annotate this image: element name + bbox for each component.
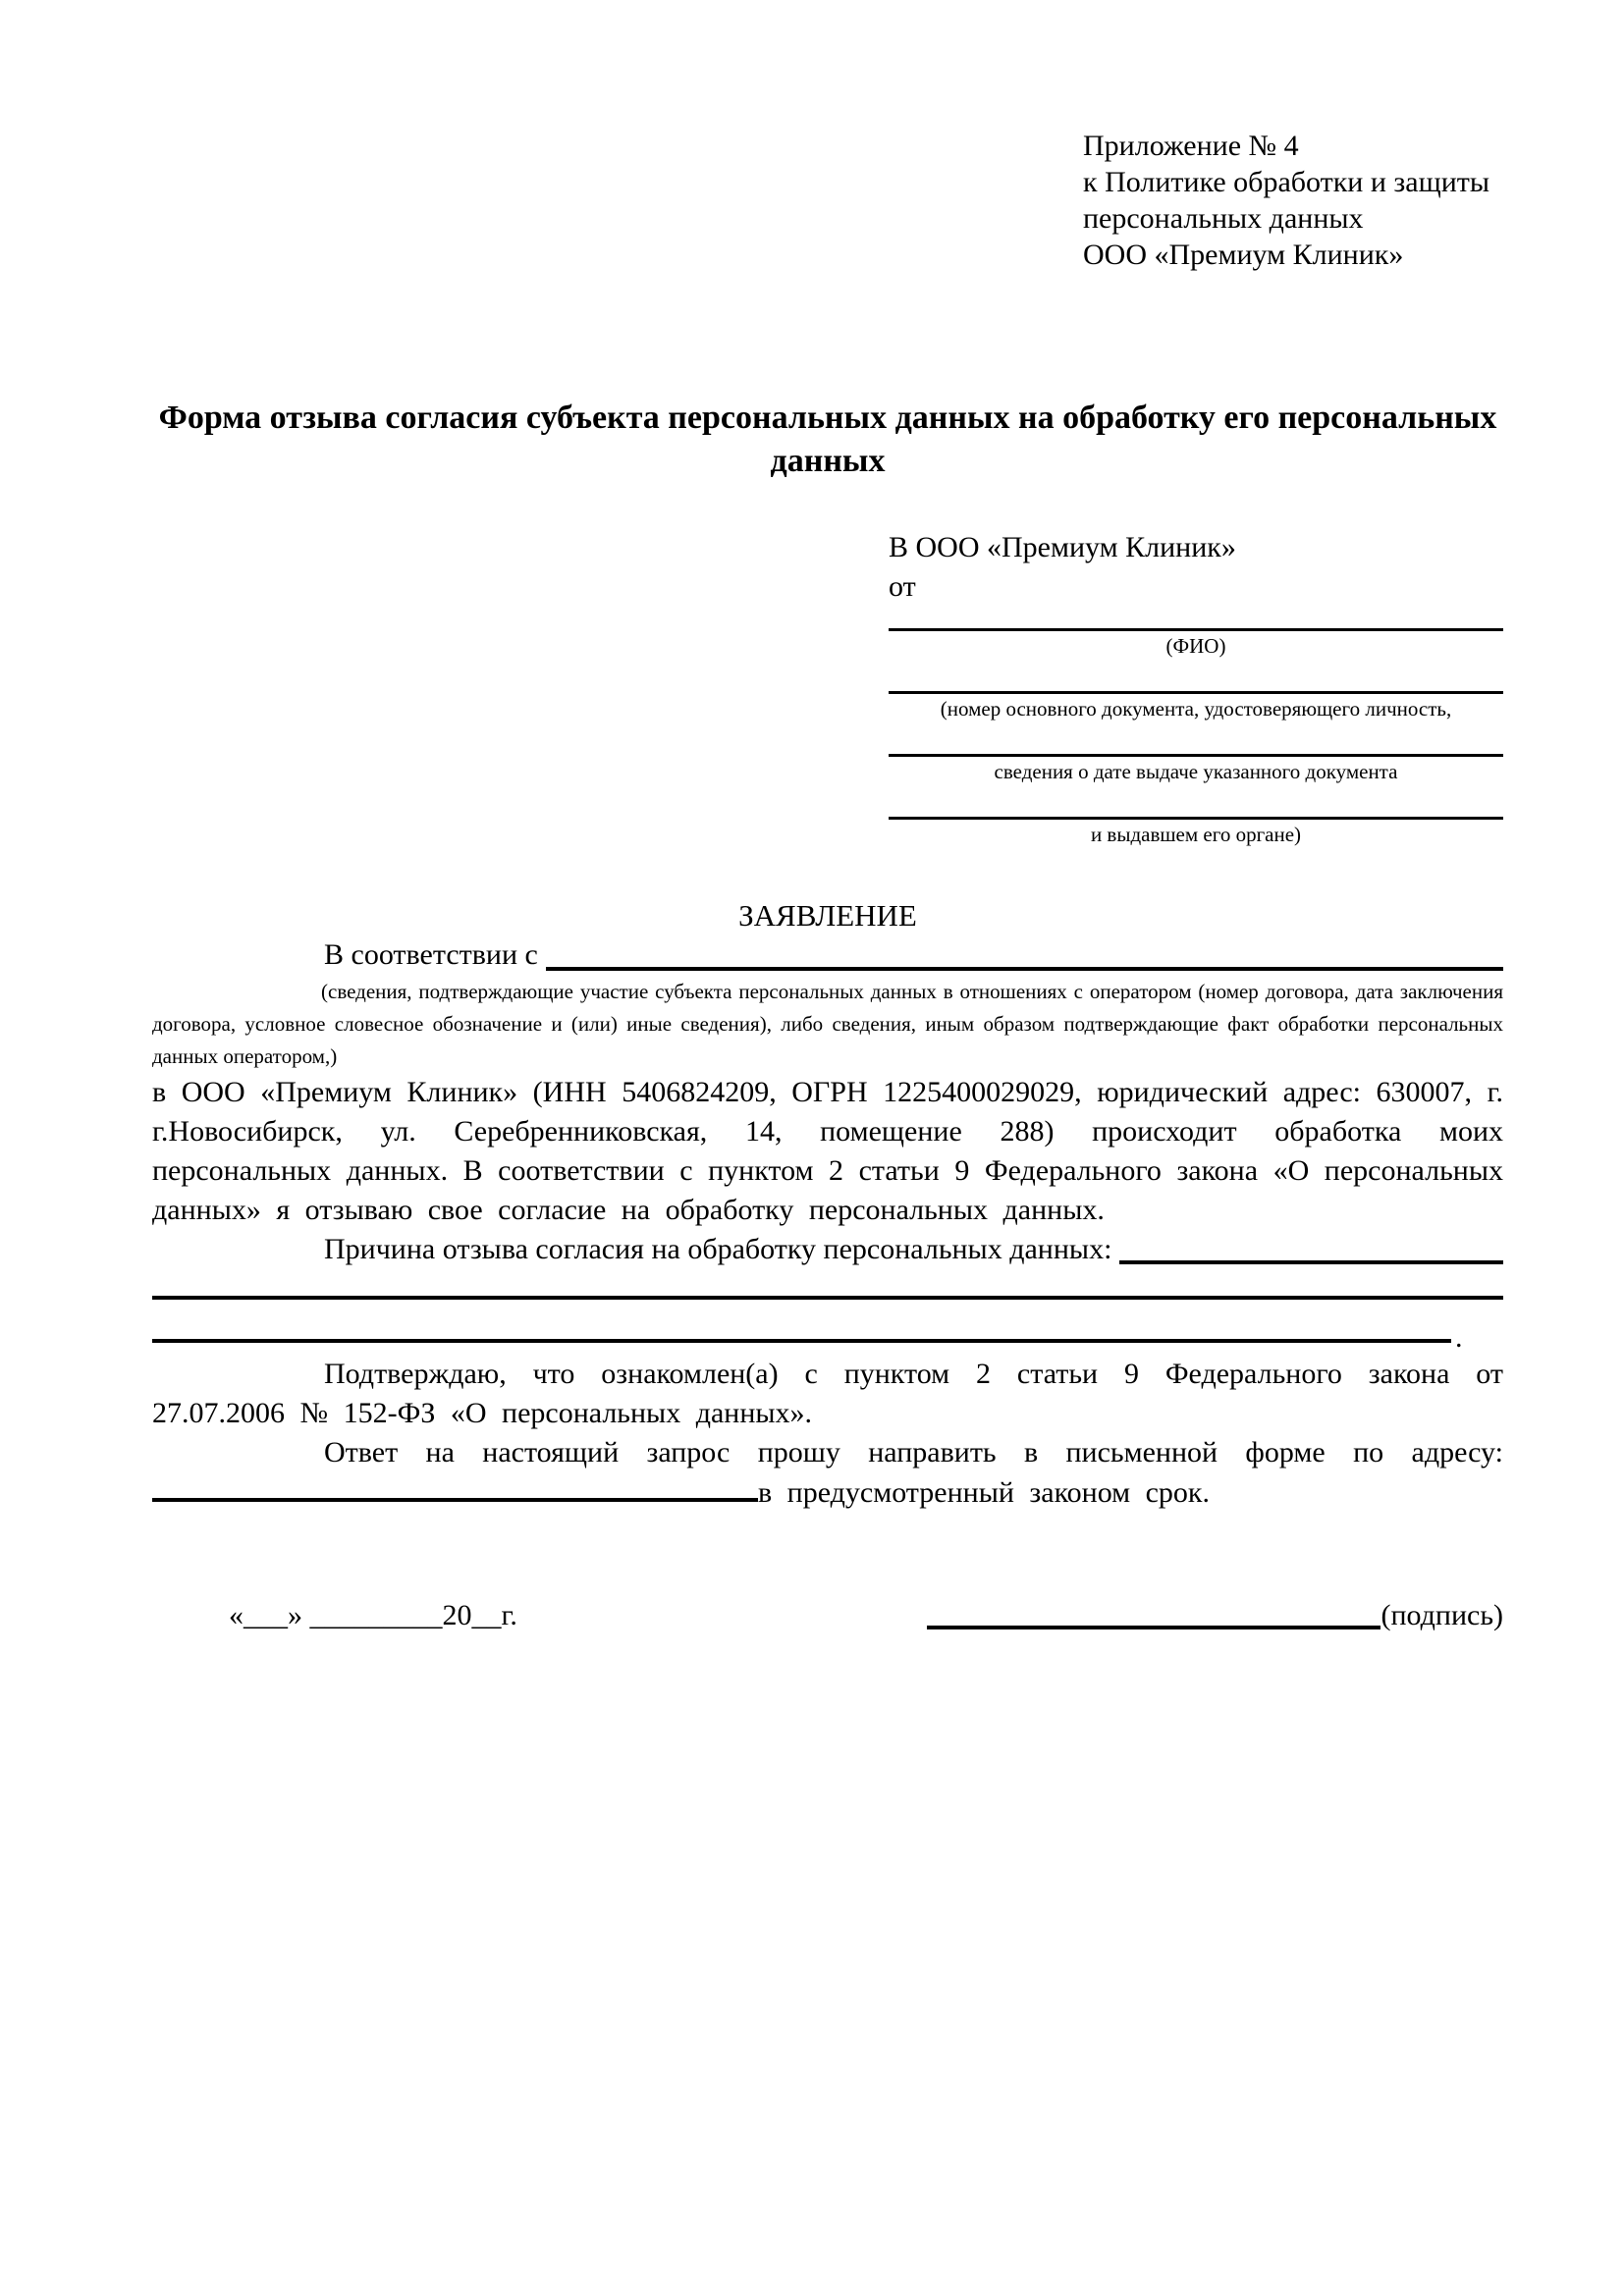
reply-prefix: Ответ на настоящий запрос прошу направить в письменной форме по адресу:	[324, 1436, 1503, 1468]
statement-heading: ЗАЯВЛЕНИЕ	[738, 898, 917, 933]
small-print-note: (сведения, подтверждающие участие субъекта персональных данных в отношениях с оператором (номер договора, дата заключения договора, условное словесное обозначение и (или) иные сведения), либо сведения, иным образом подтверждающие факт обработки персональных данных оператором,)	[152, 980, 1503, 1068]
document-title: Форма отзыва согласия субъекта персональных данных на обработку его персональных данных	[158, 400, 1497, 479]
reason-fill-line-3[interactable]	[152, 1339, 1451, 1343]
appendix-line-3: персональных данных	[1083, 202, 1364, 235]
fio-caption: (ФИО)	[1165, 634, 1226, 658]
form-field-fio	[889, 628, 1503, 661]
reply-suffix: в предусмотренный законом срок.	[758, 1476, 1210, 1509]
appendix-line-2: к Политике обработки и защиты	[1083, 166, 1490, 198]
signature-fill-line[interactable]	[927, 1626, 1380, 1629]
basis-row	[152, 934, 1503, 976]
trailing-period: .	[1455, 1321, 1463, 1354]
statement-body	[152, 934, 1503, 1513]
form-field-issue-date	[889, 754, 1503, 786]
reason-fill-line-2[interactable]	[152, 1296, 1503, 1300]
signature-row	[152, 1596, 1503, 1635]
basis-fill-line[interactable]	[546, 934, 1503, 971]
main-paragraph: в ООО «Премиум Клиник» (ИНН 5406824209, ОГРН 1225400029029, юридический адрес: 630007, г. г.Новосибирск, ул. Серебренниковская, 14, помещение 288) происходит обработка моих персональных данных. В соответствии с пунктом 2 статьи 9 Федерального закона «О персональных данных» я отзываю свое согласие на обработку персональных данных.	[152, 1076, 1503, 1226]
form-field-document-number	[889, 691, 1503, 723]
signature-group	[927, 1596, 1503, 1635]
reason-fill-line-1[interactable]	[1119, 1230, 1503, 1264]
document-number-caption: (номер основного документа, удостоверяющего личность,	[940, 697, 1452, 721]
reason-fill-row-3	[152, 1321, 1503, 1354]
reason-row	[152, 1230, 1503, 1269]
reason-label: Причина отзыва согласия на обработку персональных данных:	[324, 1233, 1112, 1265]
date-fill-line[interactable]: «___» _________20__г.	[229, 1599, 517, 1631]
addressee-from-label: от	[889, 570, 916, 603]
appendix-line-4: ООО «Премиум Клиник»	[1083, 239, 1404, 271]
address-fill-line[interactable]	[152, 1472, 758, 1502]
addressee-block	[889, 528, 1503, 849]
basis-label: В соответствии с	[324, 938, 538, 971]
appendix-block	[1083, 128, 1489, 273]
appendix-line-1: Приложение № 4	[1083, 130, 1299, 162]
issue-date-caption: сведения о дате выдаче указанного документа	[994, 760, 1398, 783]
confirm-paragraph: Подтверждаю, что ознакомлен(а) с пунктом 2 статьи 9 Федерального закона от 27.07.2006 № 152-ФЗ «О персональных данных».	[152, 1358, 1503, 1429]
addressee-to: В ООО «Премиум Клиник»	[889, 531, 1236, 563]
form-field-issuing-authority	[889, 817, 1503, 849]
signature-caption: (подпись)	[1380, 1599, 1503, 1631]
reply-paragraph	[152, 1433, 1503, 1513]
issuing-authority-caption: и выдавшем его органе)	[1090, 823, 1302, 846]
